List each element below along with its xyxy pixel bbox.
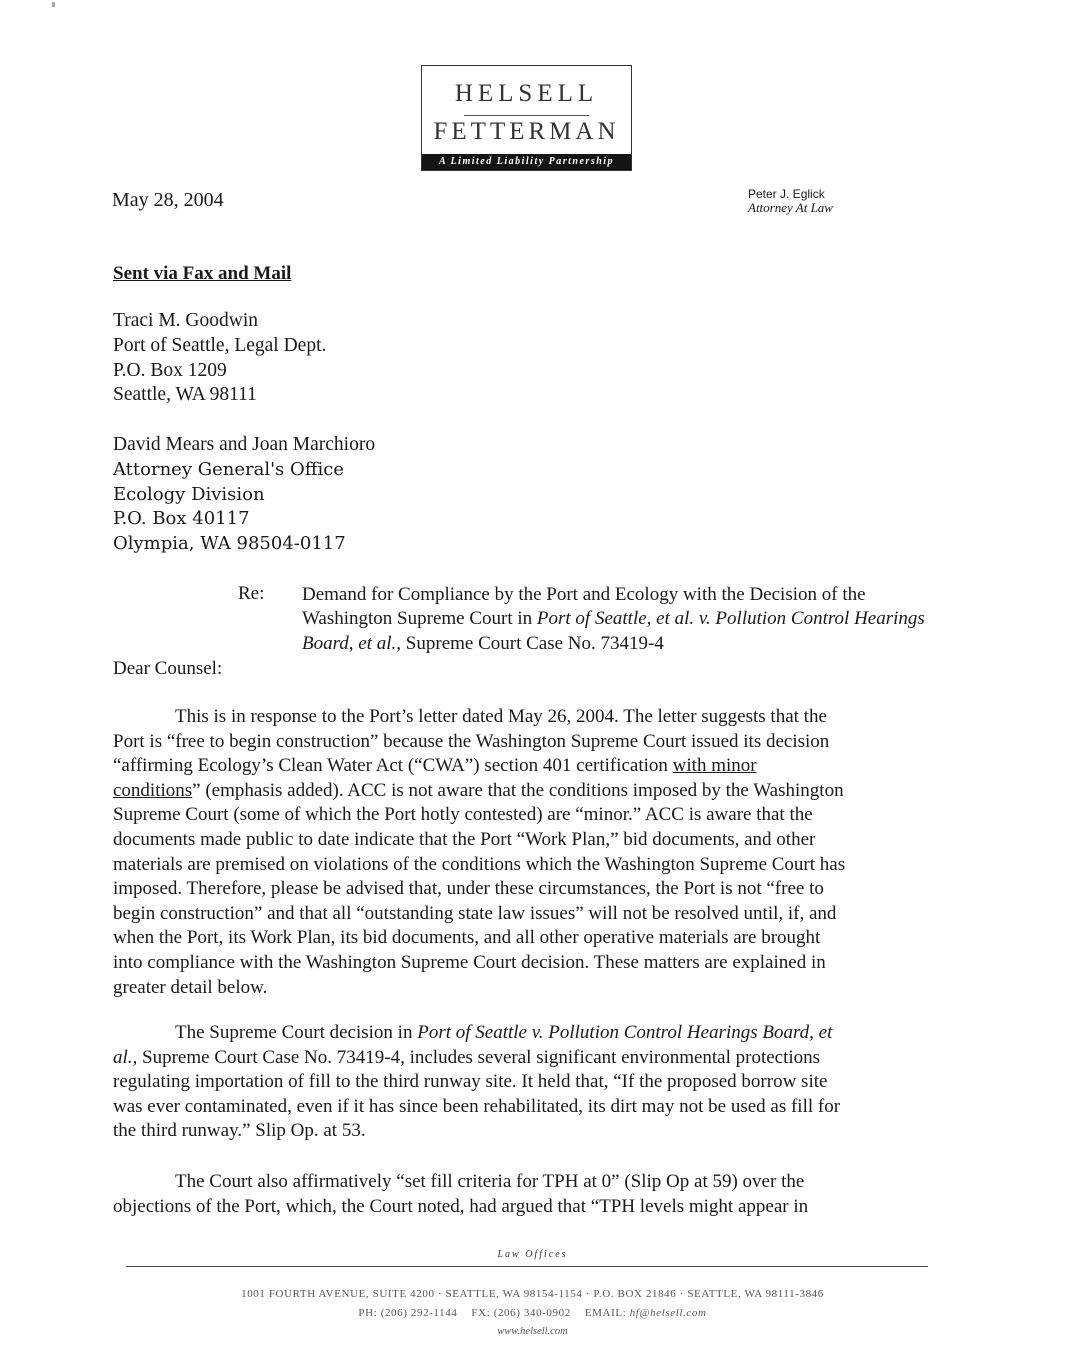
re-text-2: Supreme Court Case No. 73419-4 — [401, 632, 664, 654]
logo-divider — [464, 115, 589, 116]
case-name: Port of Seattle v. Pollution Control Hearings Board, et — [417, 1022, 833, 1043]
footer-contact — [0, 1307, 1065, 1319]
emphasis-underline: with minor — [672, 755, 757, 777]
sender-name: Peter J. Eglick — [748, 187, 825, 201]
delivery-method: Sent via Fax and Mail — [113, 263, 292, 284]
letter-date: May 28, 2004 — [112, 189, 224, 211]
line-text: Supreme Court Case No. 73419-4, includes several significant environmental protections — [137, 1046, 821, 1068]
paragraph-line: was ever contaminated, even if it has since been rehabilitated, its dirt may not be used as fill for — [113, 1095, 841, 1117]
paragraph-line — [113, 754, 943, 779]
paragraph-line: imposed. Therefore, please be advised that, under these circumstances, the Port is not “free to — [113, 878, 824, 900]
body-paragraph-1 — [113, 705, 943, 1000]
footer-email-label: EMAIL: — [584, 1307, 630, 1319]
sender-block — [748, 187, 833, 215]
paragraph-line: when the Port, its Work Plan, its bid documents, and all other operative materials are brought — [113, 927, 821, 949]
footer-fax: FX: (206) 340-0902 — [471, 1307, 571, 1319]
address-line: David Mears and Joan Marchioro — [113, 434, 376, 455]
re-text-1: Demand for Compliance by the Port and Ecology with the Decision of the Washington Supreme Court in — [302, 584, 866, 630]
re-case-name: Port of Seattle, et al. v. Pollution Control Hearings Board, et al., — [302, 608, 925, 654]
logo-line-1: HELSELL — [454, 80, 599, 107]
paragraph-line: materials are premised on violations of the conditions which the Washington Supreme Court has — [113, 853, 846, 875]
footer-heading: Law Offices — [497, 1249, 568, 1260]
address-line: P.O. Box 1209 — [113, 359, 227, 381]
salutation: Dear Counsel: — [113, 658, 223, 679]
address-line: Seattle, WA 98111 — [113, 384, 257, 406]
address-line: Attorney General's Office — [113, 458, 345, 480]
footer-email[interactable]: hf@helsell.com — [629, 1307, 707, 1319]
recipient-address-1 — [113, 309, 326, 408]
address-line: Port of Seattle, Legal Dept. — [113, 334, 327, 356]
case-name: al., — [113, 1046, 138, 1068]
paragraph-line: begin construction” and that all “outstanding state law issues” will not be resolved until, if, and — [113, 902, 837, 924]
paragraph-line: Supreme Court (some of which the Port hotly contested) are “minor.” ACC is aware that the — [113, 804, 813, 826]
paragraph-line: The Court also affirmatively “set fill criteria for TPH at 0” (Slip Op at 59) over the — [175, 1171, 805, 1192]
paragraph-line: objections of the Port, which, the Court noted, had argued that “TPH levels might appear in — [113, 1195, 809, 1217]
paragraph-line: Port is “free to begin construction” because the Washington Supreme Court issued its decision — [113, 730, 830, 752]
recipient-address-2 — [113, 433, 375, 557]
footer-address: 1001 FOURTH AVENUE, SUITE 4200 · SEATTLE, WA 98154-1154 · P.O. BOX 21846 · SEATTLE, WA 98111-3846 — [241, 1288, 824, 1300]
sender-title: Attorney At Law — [748, 200, 833, 215]
re-label: Re: — [238, 583, 265, 604]
body-paragraph-2 — [113, 1021, 943, 1144]
emphasis-underline: conditions — [113, 779, 193, 801]
line-text: ” (emphasis added). ACC is not aware that the conditions imposed by the Washington — [192, 779, 844, 801]
footer-divider — [126, 1266, 928, 1267]
paragraph-line: documents made public to date indicate that the Port “Work Plan,” bid documents, and other — [113, 828, 816, 850]
paragraph-line: regulating importation of fill to the third runway site. It held that, “If the proposed borrow site — [113, 1071, 828, 1093]
firm-logo — [421, 65, 632, 171]
paragraph-line: into compliance with the Washington Supreme Court decision. These matters are explained in — [113, 951, 826, 973]
paragraph-line: This is in response to the Port’s letter dated May 26, 2004. The letter suggests that the — [175, 706, 827, 727]
paragraph-line — [113, 779, 943, 804]
scan-artifact — [52, 2, 55, 7]
footer-phone: PH: (206) 292-1144 — [358, 1307, 458, 1319]
address-line: Olympia, WA 98504-0117 — [113, 533, 346, 555]
logo-line-2: FETTERMAN — [433, 118, 620, 145]
logo-tagline: A Limited Liability Partnership — [422, 154, 631, 170]
address-line: Traci M. Goodwin — [113, 310, 258, 331]
paragraph-line — [113, 1046, 943, 1071]
paragraph-line: the third runway.” Slip Op. at 53. — [113, 1120, 366, 1142]
line-text: “affirming Ecology’s Clean Water Act (“CWA”) section 401 certification — [113, 755, 673, 777]
line-text: The Supreme Court decision in — [175, 1022, 418, 1043]
footer-website[interactable]: www.helsell.com — [497, 1326, 568, 1337]
address-line: Ecology Division — [113, 483, 265, 505]
re-subject — [302, 583, 952, 656]
paragraph-line — [113, 1021, 943, 1046]
address-line: P.O. Box 40117 — [113, 508, 250, 530]
paragraph-line: greater detail below. — [113, 976, 268, 998]
body-paragraph-3 — [113, 1170, 943, 1219]
